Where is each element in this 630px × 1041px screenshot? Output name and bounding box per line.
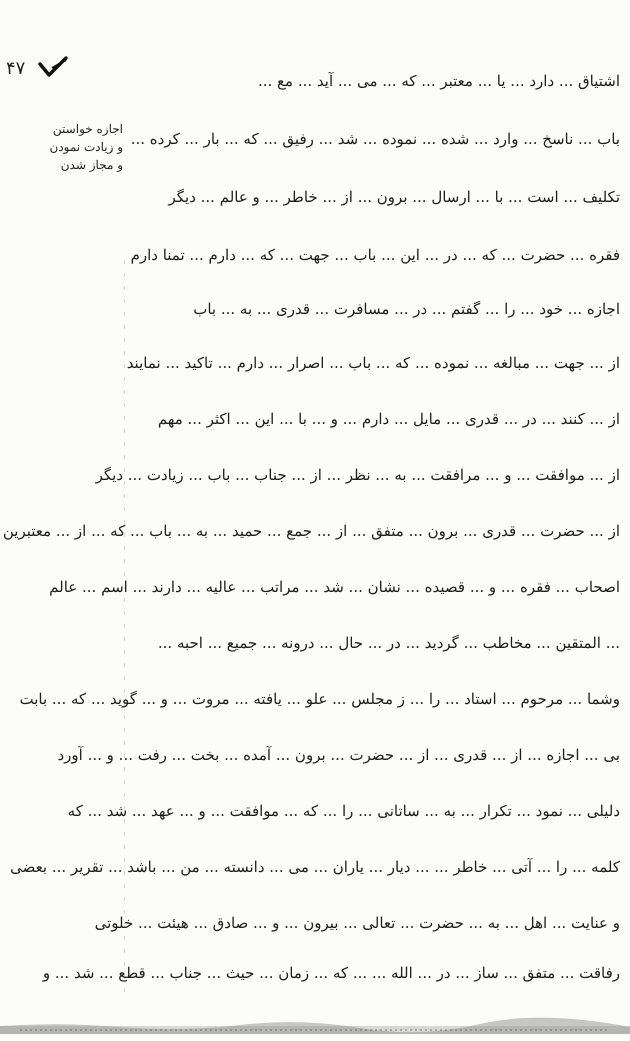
text-line: از ... حضرت ... قدری ... برون ... متفق ... از ... جمع ... حمید ... به ... باب ... که ... از ... معتبرین: [2, 522, 620, 540]
text-line: رفاقت ... متفق ... ساز ... در ... الله ... ... که ... زمان ... حیث ... جناب ... قطع ... شد ... و: [42, 964, 620, 982]
scan-noise-edge: [0, 1012, 630, 1038]
text-line: بی ... اجازه ... از ... قدری ... از ... حضرت ... برون ... آمده ... بخت ... رفت ... و ... آورد: [57, 746, 620, 764]
text-line: دلیلی ... نمود ... تکرار ... به ... ساتانی ... را ... که ... موافقت ... و ... عهد ... شد ... که: [67, 802, 620, 820]
margin-note-line: و مجاز شدن: [60, 158, 123, 172]
text-line: اجازه ... خود ... را ... گفتم ... در ... مسافرت ... قدری ... به ... باب: [193, 300, 620, 318]
text-line: فقره ... حضرت ... که ... در ... این ... باب ... جهت ... که ... دارم ... تمنا دارم: [130, 246, 620, 264]
text-line: اشتیاق ... دارد ... یا ... معتبر ... که ... می ... آید ... مع ...: [257, 72, 620, 90]
margin-note-line: اجازه خواستن: [52, 122, 123, 136]
text-line: اصحاب ... فقره ... و ... قصیده ... نشان ... شد ... مراتب ... عالیه ... دارند ... اسم ... عالم: [49, 578, 620, 596]
text-line: تکلیف ... است ... با ... ارسال ... برون ... از ... خاطر ... و عالم ... دیگر: [168, 188, 620, 206]
page-number: ۴۷: [6, 58, 26, 79]
text-line: وشما ... مرحوم ... استاد ... را ... ز مجلس ... علو ... یافته ... مروت ... و ... گوید ... که ... بابت: [19, 690, 620, 708]
text-line: باب ... ناسخ ... وارد ... شده ... نموده ... شد ... رفیق ... که ... بار ... کرده ...: [130, 130, 620, 148]
text-line: و عنایت ... اهل ... به ... حضرت ... تعالی ... بیرون ... و ... صادق ... هیئت ... خلوتی: [94, 914, 620, 932]
margin-note: [8, 120, 123, 174]
text-line: از ... موافقت ... و ... مرافقت ... به ... نظر ... از ... جناب ... باب ... زیادت ... دیگر: [95, 466, 620, 484]
text-line: ... المتقین ... مخاطب ... گردید ... در ... حال ... درونه ... جمیع ... احبه ...: [157, 634, 620, 652]
text-line: از ... جهت ... مبالغه ... نموده ... که ... باب ... اصرار ... دارم ... تاکید ... نمایند: [126, 354, 620, 372]
margin-note-line: و زیادت نمودن: [49, 140, 123, 154]
text-line: از ... کنند ... در ... قدری ... مایل ... دارم ... و ... با ... این ... اکثر ... مهم: [157, 410, 620, 428]
text-line: کلمه ... را ... آتی ... خاطر ... ... دیار ... یاران ... می ... دانسته ... من ... باشد ... تقریر ... بعضی: [10, 858, 620, 876]
